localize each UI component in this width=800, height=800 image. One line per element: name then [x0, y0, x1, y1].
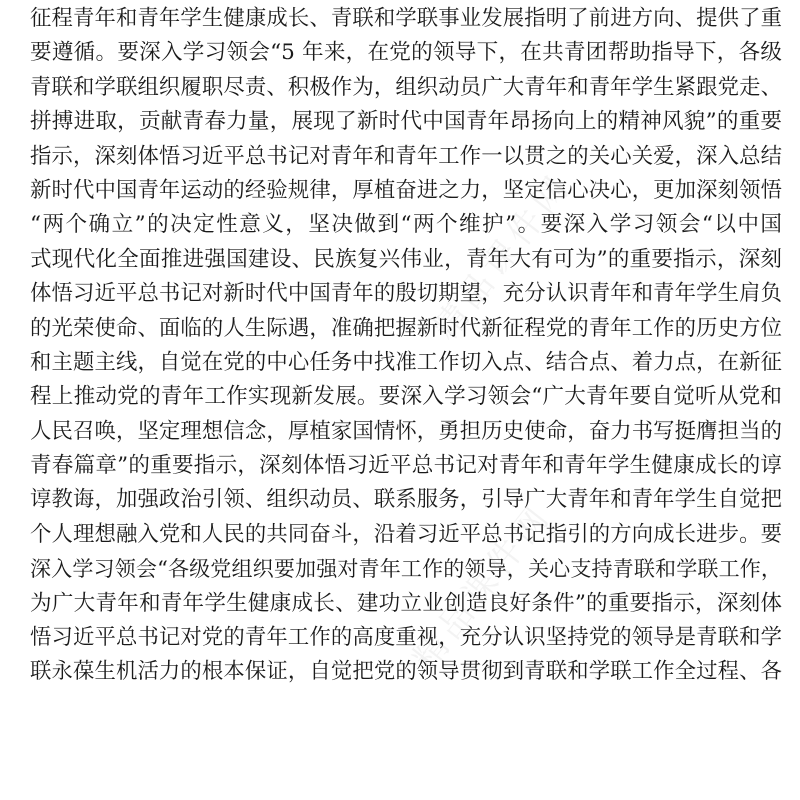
text-line: 个人理想融入党和人民的共同奋斗，沿着习近平总书记指引的方向成长进步。要 — [30, 521, 782, 547]
text-line: 谆教诲，加强政治引领、组织动员、联系服务，引导广大青年和青年学生自觉把 — [30, 487, 782, 513]
text-line: 体悟习近平总书记对新时代中国青年的殷切期望，充分认识青年和青年学生肩负 — [30, 281, 782, 307]
text-line: 联永葆生机活力的根本保证，自觉把党的领导贯彻到青联和学联工作全过程、各 — [30, 659, 782, 685]
watermark: 精品课件网 — [425, 165, 581, 348]
text-line: 青春篇章”的重要指示，深刻体悟习近平总书记对青年和青年学生健康成长的谆 — [30, 453, 782, 479]
body-paragraph — [30, 2, 782, 690]
text-line: 程上推动党的青年工作实现新发展。要深入学习领会“广大青年要自觉听从党和 — [30, 384, 782, 410]
text-line: 为广大青年和青年学生健康成长、建功立业创造良好条件”的重要指示，深刻体 — [30, 590, 782, 616]
text-line: 人民召唤，坚定理想信念，厚植家国情怀，勇担历史使命，奋力书写挺膺担当的 — [30, 418, 782, 444]
watermark: 精品课件网 — [405, 495, 561, 678]
text-line: 悟习近平总书记对党的青年工作的高度重视，充分认识坚持党的领导是青联和学 — [30, 625, 782, 651]
text-line: “两个确立”的决定性意义，坚决做到“两个维护”。要深入学习领会“以中国 — [30, 212, 782, 238]
text-line: 指示，深刻体悟习近平总书记对青年和青年工作一以贯之的关心关爱，深入总结 — [30, 143, 782, 169]
text-line: 和主题主线，自觉在党的中心任务中找准工作切入点、结合点、着力点，在新征 — [30, 349, 782, 375]
text-line: 要遵循。要深入学习领会“5 年来，在党的领导下，在共青团帮助指导下，各级 — [30, 40, 782, 66]
text-line: 的光荣使命、面临的人生际遇，准确把握新时代新征程党的青年工作的历史方位 — [30, 315, 782, 341]
text-line: 深入学习领会“各级党组织要加强对青年工作的领导，关心支持青联和学联工作， — [30, 556, 782, 582]
text-line: 青联和学联组织履职尽责、积极作为，组织动员广大青年和青年学生紧跟党走、 — [30, 74, 782, 100]
text-line: 式现代化全面推进强国建设、民族复兴伟业，青年大有可为”的重要指示，深刻 — [30, 246, 782, 272]
text-line: 征程青年和青年学生健康成长、青联和学联事业发展指明了前进方向、提供了重 — [30, 6, 782, 31]
text-line: 拼搏进取，贡献青春力量，展现了新时代中国青年昂扬向上的精神风貌”的重要 — [30, 109, 782, 135]
text-line: 新时代中国青年运动的经验规律，厚植奋进之力，坚定信心决心，更加深刻领悟 — [30, 177, 782, 203]
